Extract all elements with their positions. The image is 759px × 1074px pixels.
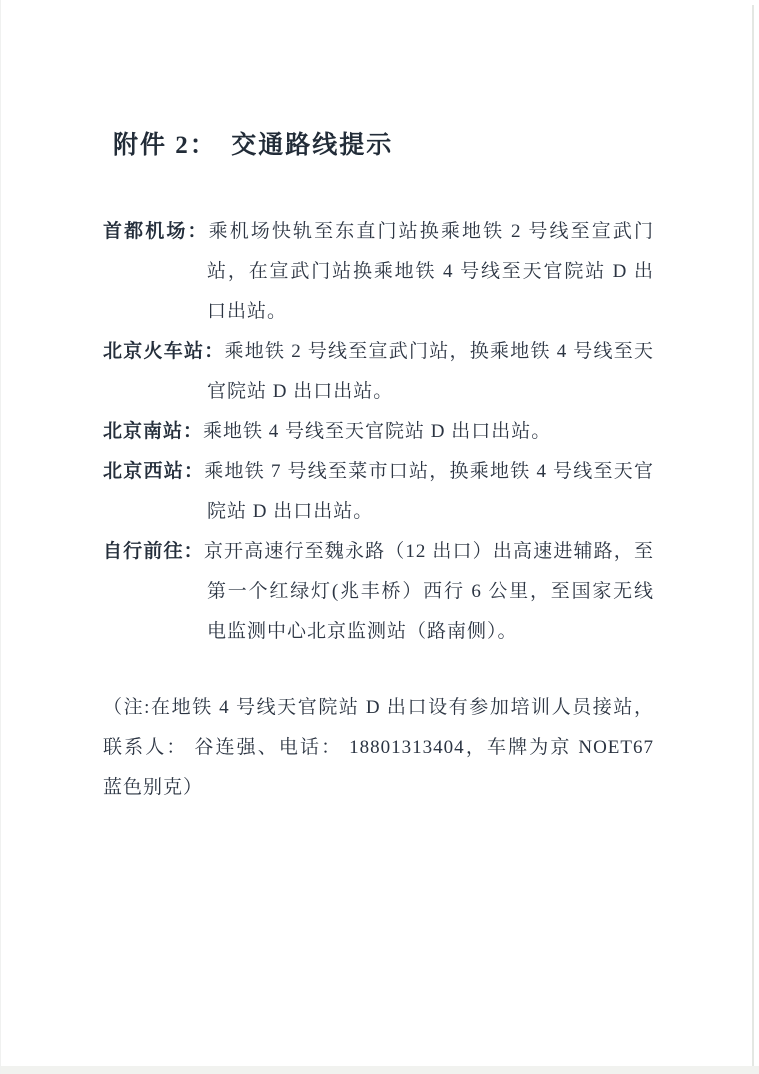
pickup-note: （注:在地铁 4 号线天官院站 D 出口设有参加培训人员接站，联系人： 谷连强、电话： 18801313404，车牌为京 NOET67 蓝色别克） [103,697,654,798]
page-content [103,128,654,808]
route-label: 北京西站： [103,461,205,482]
route-label: 首都机场： [103,221,209,242]
route-item-capital-airport [103,212,654,332]
route-item-beijing-railway-station [103,332,654,412]
page-title: 附件 2： 交通路线提示 [113,132,394,159]
page-edge-left [0,0,1,1074]
route-text: 乘地铁 4 号线至天官院站 D 出口出站。 [203,421,552,442]
route-text: 乘地铁 2 号线至宣武门站，换乘地铁 4 号线至天官院站 D 出口出站。 [207,341,654,402]
route-text: 乘地铁 7 号线至菜市口站，换乘地铁 4 号线至天官院站 D 出口出站。 [204,461,654,522]
route-label: 自行前往： [103,541,204,562]
route-text: 乘机场快轨至东直门站换乘地铁 2 号线至宣武门站，在宣武门站换乘地铁 4 号线至天官院站 D 出口出站。 [207,221,654,322]
route-text: 京开高速行至魏永路（12 出口）出高速进辅路，至第一个红绿灯(兆丰桥）西行 6 公里，至国家无线电监测中心北京监测站（路南侧）。 [203,541,654,642]
route-item-self-driving [103,532,654,652]
route-label: 北京南站： [103,421,204,442]
route-list [103,212,654,652]
page-edge-right [752,5,754,1067]
route-item-beijing-west-station [103,452,654,532]
route-item-beijing-south-station [103,412,654,452]
page-edge-bottom [0,1066,759,1074]
route-label: 北京火车站： [103,341,225,362]
